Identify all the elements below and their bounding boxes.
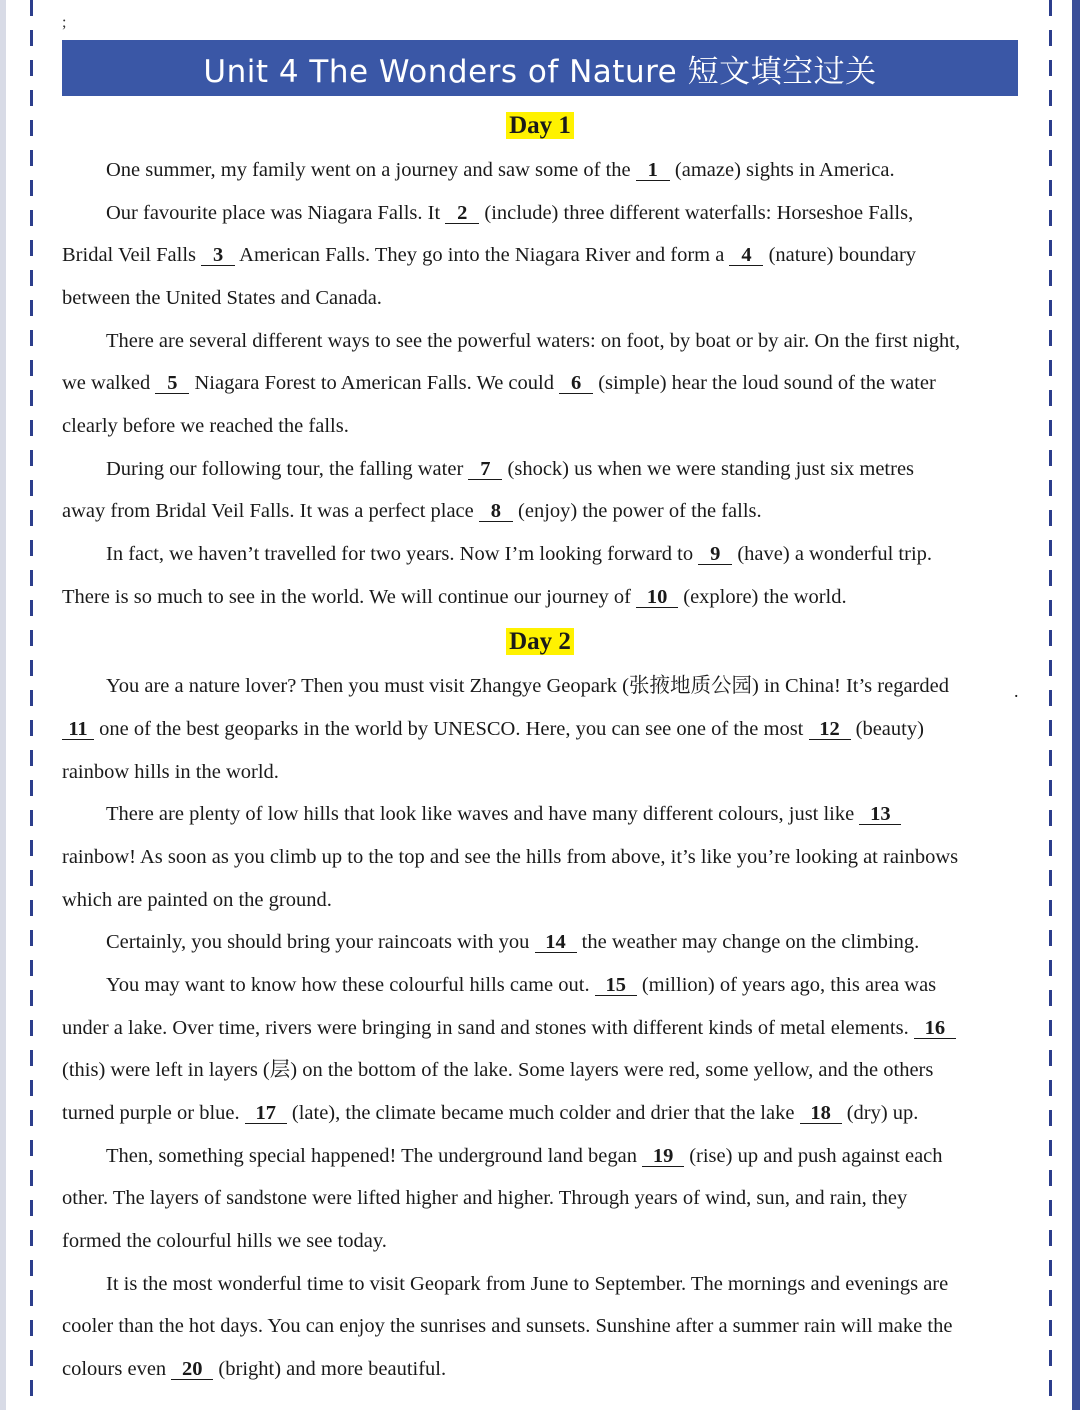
blank-8[interactable]: 8 [479,501,513,522]
blank-12[interactable]: 12 [809,719,851,740]
blank-5[interactable]: 5 [155,373,189,394]
dashed-border-left [30,0,33,1410]
blank-1[interactable]: 1 [636,160,670,181]
day1-line-5: There are several different ways to see the powerful waters: on foot, by boat or by air. On the first night, [106,330,961,352]
day2-line-8: You may want to know how these colourful hills came out. 15 (million) of years ago, this area was [106,974,937,996]
day2-heading: Day 2 [0,627,1080,657]
corner-mark: ; [62,14,67,31]
day2-line-13: other. The layers of sandstone were lifted higher and higher. Through years of wind, sun, and rain, they [62,1187,908,1209]
title-banner [62,40,1018,96]
day1-line-11: There is so much to see in the world. We will continue our journey of 10 (explore) the world. [62,586,847,608]
day2-line-10: (this) were left in layers (层) on the bottom of the lake. Some layers were red, some yellow, and the others [62,1059,934,1081]
day1-line-1: One summer, my family went on a journey and saw some of the 1 (amaze) sights in America. [106,159,895,181]
blank-17[interactable]: 17 [245,1103,287,1124]
day2-line-2: 11 one of the best geoparks in the world by UNESCO. Here, you can see one of the most 12 (beauty) [62,715,1018,743]
day2-line-11: turned purple or blue. 17 (late), the climate became much colder and drier that the lake 18 (dry) up. [62,1102,919,1124]
day2-line-7: Certainly, you should bring your raincoats with you 14 the weather may change on the climbing. [106,931,920,953]
blank-14[interactable]: 14 [535,932,577,953]
blank-15[interactable]: 15 [595,975,637,996]
day2-line-1: You are a nature lover? Then you must visit Zhangye Geopark (张掖地质公园) in China! It’s regarded [106,675,949,697]
blank-3[interactable]: 3 [201,245,235,266]
day2-line-4: There are plenty of low hills that look like waves and have many different colours, just like 13 [106,800,1018,828]
day1-line-8: During our following tour, the falling water 7 (shock) us when we were standing just six metres [106,458,915,480]
blank-4[interactable]: 4 [729,245,763,266]
blank-13[interactable]: 13 [859,804,901,825]
blank-7[interactable]: 7 [468,459,502,480]
day1-line-2: Our favourite place was Niagara Falls. It 2 (include) three different waterfalls: Horseshoe Falls, [106,202,914,224]
page-edge-right [1072,0,1080,1410]
day2-line-17: colours even 20 (bright) and more beautiful. [62,1358,447,1380]
day1-line-3: Bridal Veil Falls 3 American Falls. They go into the Niagara River and form a 4 (nature) boundary [62,244,917,266]
blank-16[interactable]: 16 [914,1018,956,1039]
day1-heading: Day 1 [0,111,1080,141]
blank-19[interactable]: 19 [642,1146,684,1167]
page-title: Unit 4 The Wonders of Nature 短文填空过关 [203,53,877,90]
day2-line-5: rainbow! As soon as you climb up to the top and see the hills from above, it’s like you’re looking at rainbows [62,846,959,868]
blank-20[interactable]: 20 [171,1359,213,1380]
stray-dot: . [1014,681,1019,701]
day2-line-16: cooler than the hot days. You can enjoy the sunrises and sunsets. Sunshine after a summer rain will make the [62,1315,953,1337]
blank-2[interactable]: 2 [445,203,479,224]
day1-line-10: In fact, we haven’t travelled for two years. Now I’m looking forward to 9 (have) a wonderful trip. [106,543,933,565]
dashed-border-right [1049,0,1052,1410]
blank-6[interactable]: 6 [559,373,593,394]
page-edge-left [0,0,6,1410]
day2-line-12: Then, something special happened! The underground land began 19 (rise) up and push against each [106,1145,943,1167]
blank-18[interactable]: 18 [800,1103,842,1124]
day1-line-6: we walked 5 Niagara Forest to American Falls. We could 6 (simple) hear the loud sound of the water [62,372,936,394]
blank-9[interactable]: 9 [698,544,732,565]
day2-line-15: It is the most wonderful time to visit Geopark from June to September. The mornings and evenings are [106,1273,949,1295]
day2-line-14: formed the colourful hills we see today. [62,1230,387,1252]
day1-line-4: between the United States and Canada. [62,287,382,309]
day2-line-3: rainbow hills in the world. [62,761,279,783]
day2-line-6: which are painted on the ground. [62,889,332,911]
blank-10[interactable]: 10 [636,587,678,608]
day1-line-7: clearly before we reached the falls. [62,415,349,437]
blank-11[interactable]: 11 [62,719,94,740]
day2-line-9: under a lake. Over time, rivers were bringing in sand and stones with different kinds of metal elements. 16 [62,1014,1018,1042]
day1-line-9: away from Bridal Veil Falls. It was a perfect place 8 (enjoy) the power of the falls. [62,500,762,522]
